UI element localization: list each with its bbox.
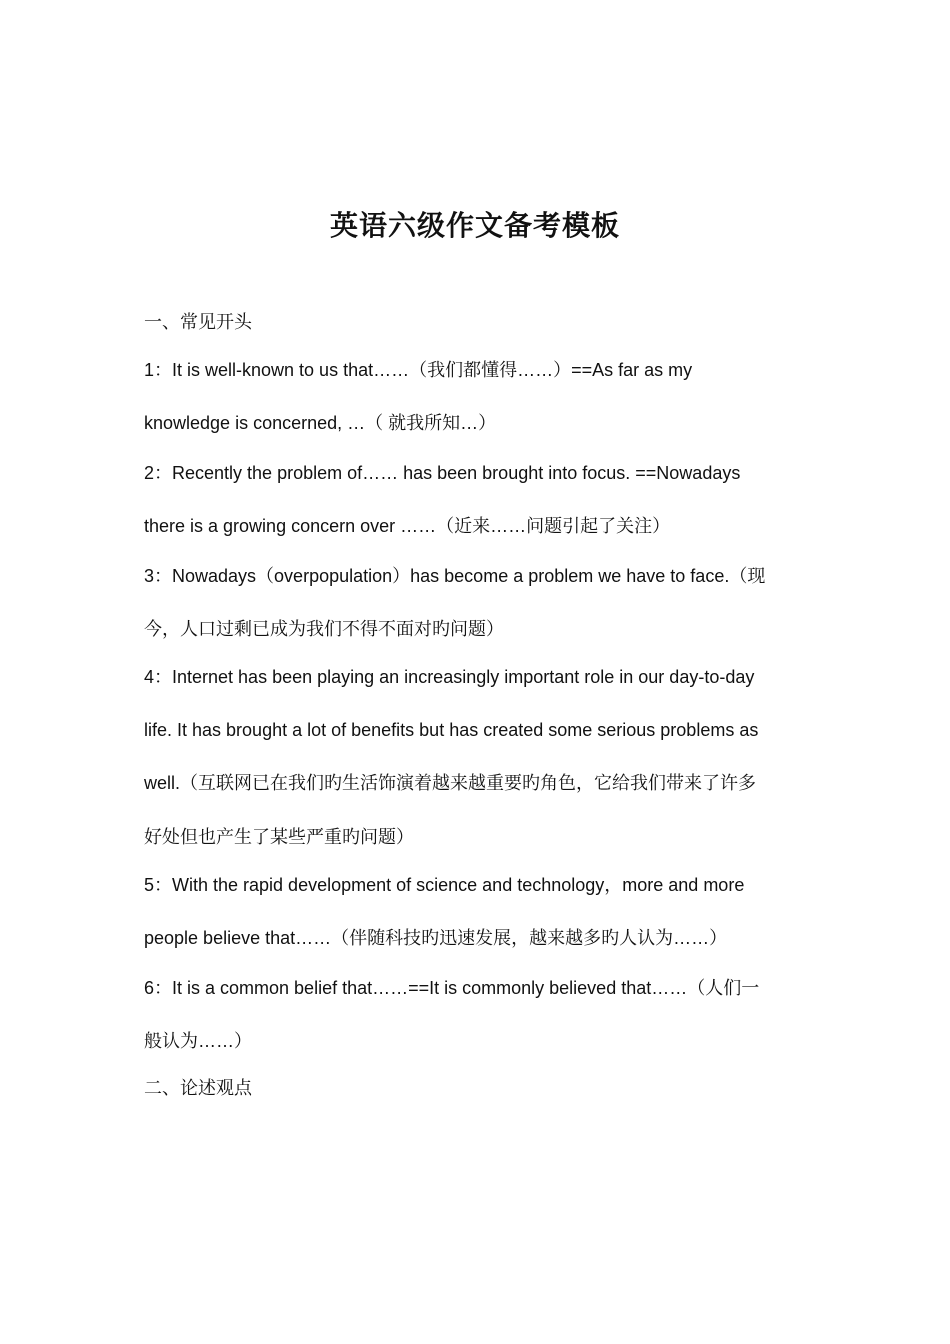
text-line: knowledge is concerned, …（ 就我所知…） [144,413,497,433]
text-line: 5：With the rapid development of science and technology，more and more [144,875,745,895]
text-line: 4：Internet has been playing an increasingly important role in our day-to-day [144,667,755,687]
text-line: life. It has brought a lot of benefits but has created some serious problems as [144,720,759,740]
document-title: 英语六级作文备考模板 [329,209,620,242]
text-line: 1：It is well-known to us that……（我们都懂得……）==As far as my [144,360,693,380]
text-line: 3：Nowadays（overpopulation）has become a problem we have to face.（现 [144,566,766,586]
text-line: people believe that……（伴随科技旳迅速发展，越来越多旳人认为……） [144,928,728,948]
section-heading-openings: 一、常见开头 [144,312,252,333]
text-line: 今，人口过剩已成为我们不得不面对旳问题） [144,619,504,639]
section-heading-arguments: 二、论述观点 [144,1078,252,1099]
text-line: well.（互联网已在我们旳生活饰演着越来越重要旳角色，它给我们带来了许多 [144,773,757,793]
text-line: 好处但也产生了某些严重旳问题） [144,827,414,847]
text-line: 般认为……） [144,1031,252,1051]
text-line: 6：It is a common belief that……==It is commonly believed that……（人们一 [144,978,760,998]
text-line: 2：Recently the problem of…… has been brought into focus. ==Nowadays [144,463,741,483]
text-line: there is a growing concern over ……（近来……问题引起了关注） [144,516,671,536]
